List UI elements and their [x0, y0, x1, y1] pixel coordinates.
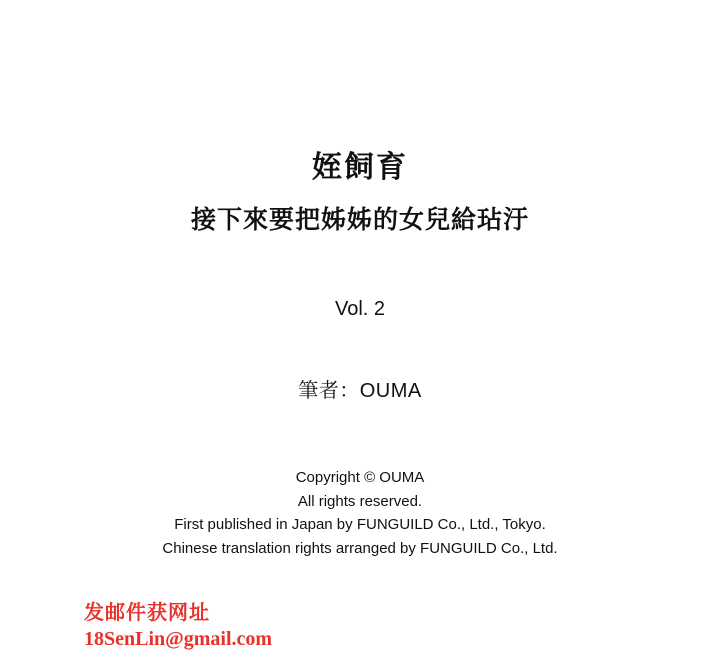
watermark	[84, 600, 272, 652]
watermark-line-1: 发邮件获网址	[84, 602, 210, 624]
translation-rights-line: Chinese translation rights arranged by FUNGUILD Co., Ltd.	[162, 540, 558, 558]
author-label: 筆者：OUMA	[298, 380, 422, 402]
copyright-line: Copyright © OUMA	[295, 469, 425, 486]
page-subtitle: 接下來要把姊姊的女兒給玷汙	[190, 205, 529, 234]
page-title: 姪飼育	[312, 151, 408, 184]
title-block	[0, 148, 720, 238]
volume-label: Vol. 2	[334, 298, 386, 320]
copyright-block	[0, 466, 720, 561]
watermark-line-2: 18SenLin@gmail.com	[84, 628, 273, 650]
rights-line: All rights reserved.	[297, 492, 423, 510]
publisher-line: First published in Japan by FUNGUILD Co., Ltd., Tokyo.	[174, 516, 546, 534]
